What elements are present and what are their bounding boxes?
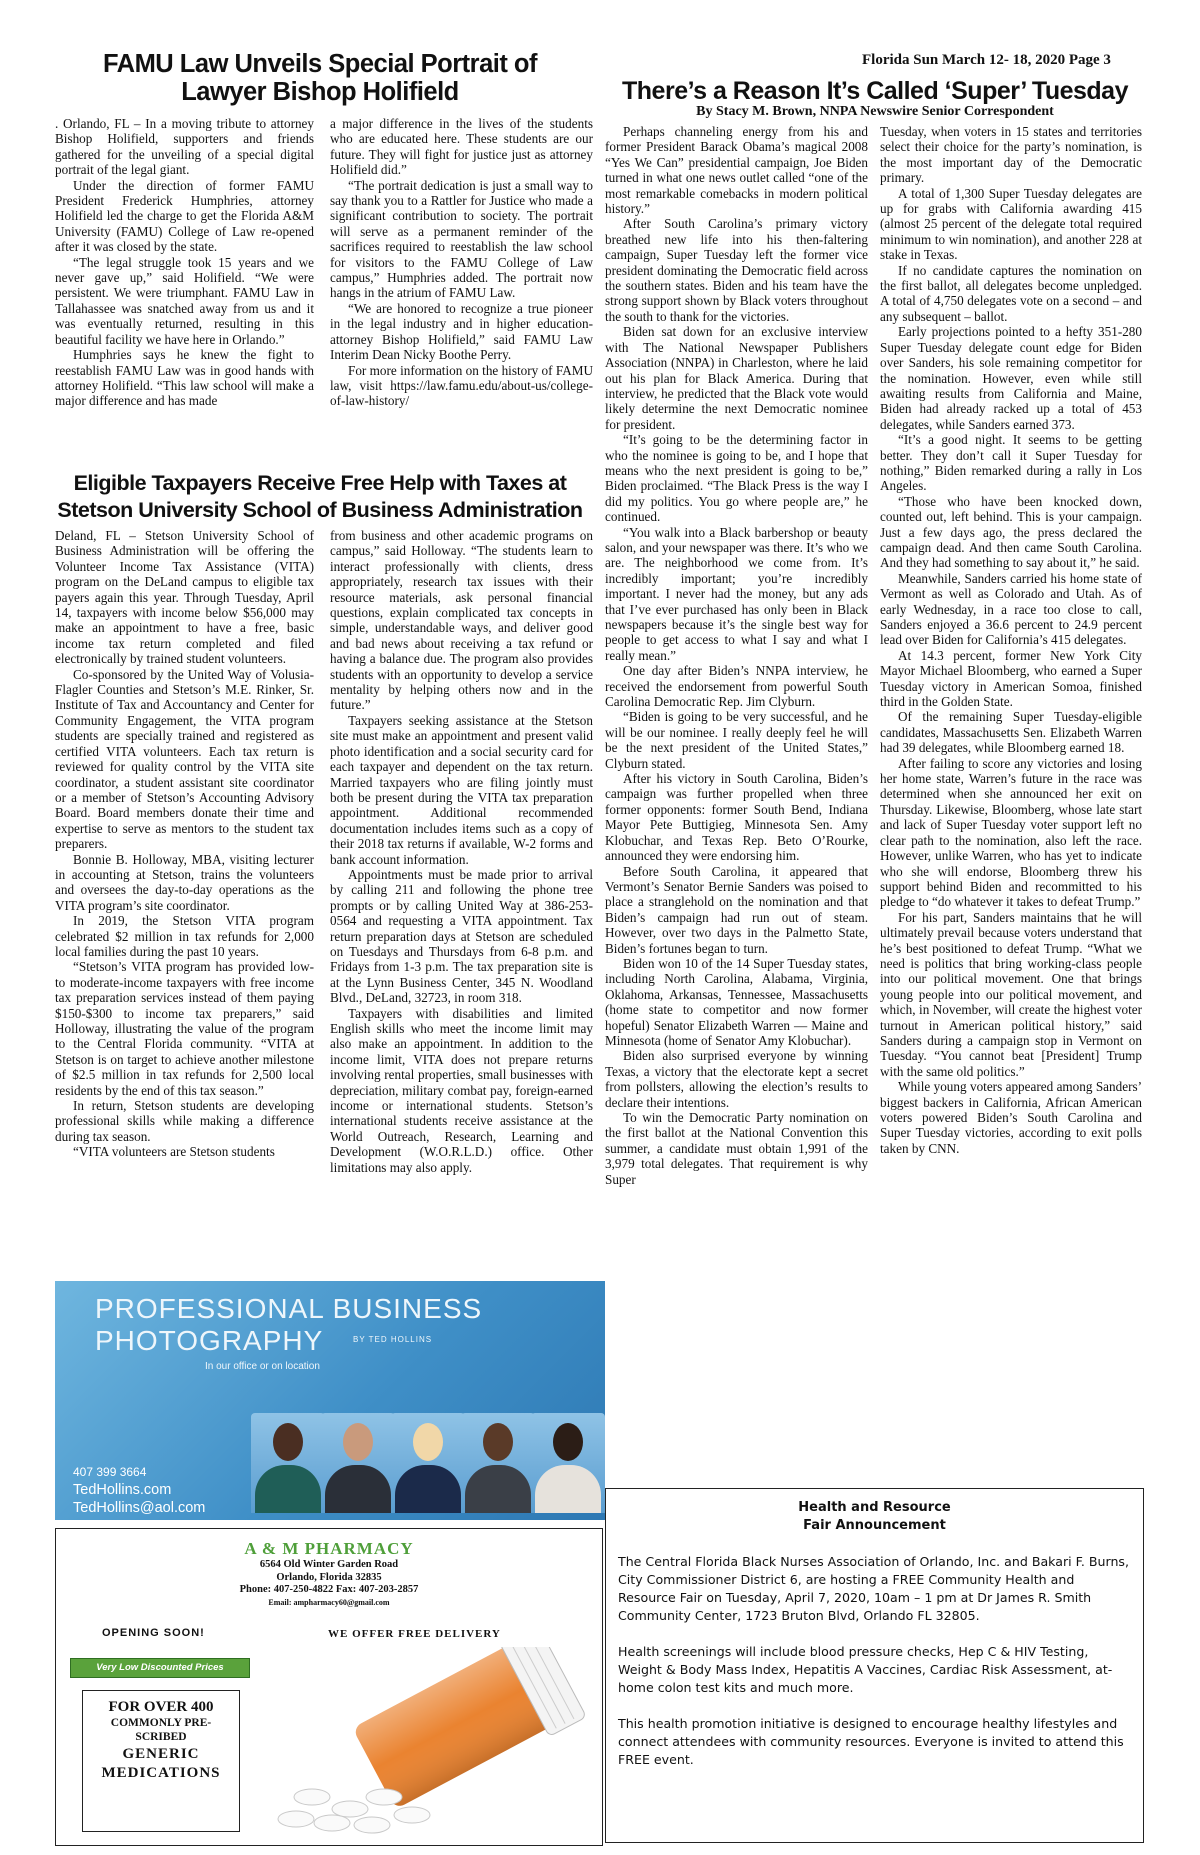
article-paragraph: After failing to score any victories and losing her home state, Warren’s future in the race was determined when she announced her exit on Thursday. Likewise, Bloomberg, whose late start and lack of Super Tuesday voter support left no clear path to the nomination, also left the race. However, unlike Warren, who has yet to indicate who she will endorse, Bloomberg threw his support behind Biden and recommitted to his pledge to “do whatever it takes to defeat Trump.” [880, 755, 1142, 910]
article-paragraph: After South Carolina’s primary victory breathed new life into his then-faltering campaign, Super Tuesday left the former vice president dominating the Democratic field across the southern states. Biden and his team have the strong support shown by Black voters throughout the south to thank for the victories. [605, 216, 868, 324]
article-paragraph: Bonnie B. Holloway, MBA, visiting lecturer in accounting at Stetson, trains the volunteers and oversees the day-to-day operations as the VITA program’s site coordinator. [55, 851, 314, 913]
article3-byline: By Stacy M. Brown, NNPA Newswire Senior Correspondent [696, 104, 1054, 119]
article2-headline [40, 470, 600, 524]
pharmacy-ad[interactable] [55, 1528, 603, 1846]
article-paragraph: “Biden is going to be very successful, and he will be our nominee. I really deeply feel he will be the next president of the United States,” Clyburn stated. [605, 709, 868, 771]
portrait-photo [531, 1413, 605, 1513]
pharmacy-generic-box [82, 1690, 240, 1832]
article2-headline-line2: Stetson University School of Business Administration [57, 498, 583, 522]
pharmacy-address-line1: 6564 Old Winter Garden Road [259, 1559, 399, 1570]
article-paragraph: “We are honored to recognize a true pioneer in the legal industry and in higher education-attorney Bishop Holifield,” said FAMU Law Interim Dean Nicky Boothe Perry. [330, 300, 593, 363]
pharmacy-phone-fax: Phone: 407-250-4822 Fax: 407-203-2857 [239, 1584, 419, 1595]
article-paragraph: “Stetson’s VITA program has provided low- to moderate-income taxpayers with free income tax preparation services instead of them paying $150-$300 to income tax preparers,” said Holloway, illustrating the value of the program to the Central Florida community. “VITA at Stetson is on target to achieve another milestone of $2.5 million in tax refunds for 2,500 local residents by the end of this tax season.” [55, 959, 314, 1098]
article-paragraph: Meanwhile, Sanders carried his home state of Vermont as well as Colorado and Utah. As of early Wednesday, in a race too close to call, Sanders enjoyed a 36.6 percent to 24.9 percent lead over Biden for California’s 415 delegates. [880, 570, 1142, 648]
article1-headline-line2: Lawyer Bishop Holifield [181, 78, 459, 106]
generic-line: FOR OVER 400 [108, 1699, 214, 1715]
pharmacy-email[interactable]: Email: ampharmacy60@gmail.com [268, 1597, 390, 1607]
health-fair-paragraph: This health promotion initiative is designed to encourage healthy lifestyles and connect attendees with community resources. Everyone is invited to attend this FREE event. [618, 1716, 1124, 1767]
page-dateline: Florida Sun March 12- 18, 2020 Page 3 [862, 52, 1111, 68]
article1-column-2 [330, 116, 593, 409]
article-paragraph: In return, Stetson students are developing professional skills while making a difference during tax season. [55, 1098, 314, 1144]
photography-ad-website[interactable]: TedHollins.com [73, 1482, 172, 1498]
article1-headline [40, 50, 600, 106]
article-paragraph: Of the remaining Super Tuesday-eligible candidates, Massachusetts Sen. Elizabeth Warren had 39 delegates, while Bloomberg earned 18. [880, 709, 1142, 756]
portrait-photo [461, 1413, 535, 1513]
article-paragraph: “The legal struggle took 15 years and we never gave up,” said Holifield. “We were persistent. We were triumphant. FAMU Law in Tallahassee was snatched away from us and it was eventually returned, resulting in this beautiful facility we have here in Orlando.” [55, 254, 314, 347]
article1-headline-line1: FAMU Law Unveils Special Portrait of [102, 50, 537, 78]
portrait-photo [391, 1413, 465, 1513]
article-paragraph: Taxpayers seeking assistance at the Stetson site must make an appointment and present valid photo identification and a social security card for each taxpayer and dependent on the tax return. Married taxpayers who are filing jointly must both be present during the VITA tax preparation appointment. Additional recommended documentation includes items such as a copy of their 2018 tax returns if available, W-2 forms and bank account information. [330, 712, 593, 867]
generic-line: MEDICATIONS [101, 1765, 221, 1781]
article-paragraph: Taxpayers with disabilities and limited English skills who meet the income limit may also make an appointment. In addition to the income limit, VITA does not prepare returns involving rental properties, small businesses with depreciation, military combat pay, foreign-earned income or international students. Stetson’s international students receive assistance at the World Outreach, Research, Learning and Development (W.O.R.L.D.) office. Other limitations may also apply. [330, 1005, 593, 1175]
photography-ad-location: In our office or on location [205, 1361, 320, 1372]
article-paragraph: “Those who have been knocked down, counted out, left behind. This is your campaign. Just a few days ago, the press declared the campaign dead. And then came South Carolina. And they had something to say about it,” he said. [880, 493, 1142, 571]
photography-ad-title [95, 1293, 482, 1357]
health-fair-paragraph: Health screenings will include blood pressure checks, Hep C & HIV Testing, Weight & Body Mass Index, Hepatitis A Vaccines, Cardiac Risk Assessment, at-home colon test kits and much more. [618, 1644, 1113, 1695]
article-paragraph: Deland, FL – Stetson University School of Business Administration will be offering the Volunteer Income Tax Assistance (VITA) program on the DeLand campus to eligible tax payers again this year. Through Tuesday, April 14, taxpayers with income below $56,000 may make an appointment to have a free, basic income tax return completed and filed electronically by trained student volunteers. [55, 528, 314, 667]
article-paragraph: “VITA volunteers are Stetson students [73, 1144, 275, 1160]
article-paragraph: “It’s a good night. It seems to be getting better. They don’t call it Super Tuesday for nothing,” Biden remarked during a rally in Los Angeles. [880, 432, 1142, 494]
generic-line: COMMONLY PRE- [110, 1717, 212, 1729]
article-paragraph: Tuesday, when voters in 15 states and territories select their choice for the party’s nomination, is the most important day of the Democratic primary. [880, 124, 1142, 186]
article-paragraph: Before South Carolina, it appeared that Vermont’s Senator Bernie Sanders was poised to place a stranglehold on the nomination and that Biden’s campaign had run out of steam. However, over two days in the Palmetto State, Biden’s fortunes began to turn. [605, 863, 868, 956]
photography-ad-byline: BY TED HOLLINS [353, 1335, 433, 1344]
article-paragraph: While young voters appeared among Sanders’ biggest backers in California, African American voters powered Biden’s South Carolina and Super Tuesday victories, according to exit polls taken by CNN. [880, 1079, 1142, 1156]
article-paragraph: In 2019, the Stetson VITA program celebrated $2 million in tax refunds for 2,000 local families during the past 10 years. [55, 913, 314, 959]
article2-column-2 [330, 528, 593, 1175]
article3-headline: There’s a Reason It’s Called ‘Super’ Tuesday [622, 77, 1128, 105]
health-fair-title [606, 1499, 1143, 1535]
pharmacy-address [56, 1559, 602, 1609]
article2-headline-line1: Eligible Taxpayers Receive Free Help with Taxes at [73, 471, 567, 495]
health-fair-paragraph: The Central Florida Black Nurses Association of Orlando, Inc. and Bakari F. Burns, City Commissioner District 6, are hosting a FREE Community Health and Resource Fair on Tuesday, April 7, 2020, 10am – 1 pm at Dr James R. Smith Community Center, 1723 Bruton Blvd, Orlando FL 32805. [618, 1554, 1129, 1623]
article-paragraph: One day after Biden’s NNPA interview, he received the endorsement from powerful South Carolina Democratic Rep. Jim Clyburn. [605, 663, 868, 710]
pharmacy-address-line2: Orlando, Florida 32835 [276, 1571, 382, 1583]
article-paragraph: After his victory in South Carolina, Biden’s campaign was further propelled when three former opponents: former South Bend, Indiana Mayor Pete Buttigieg, Minnesota Sen. Amy Klobuchar, and Texas Rep. Beto O’Rourke, announced they were endorsing him. [605, 771, 868, 864]
article-paragraph: Biden won 10 of the 14 Super Tuesday states, including North Carolina, Alabama, Virginia, Oklahoma, Arkansas, Tennessee, Massachusetts (home state to competitor and now former hopeful) Senator Elizabeth Warren — Maine and Minnesota (home of Senator Amy Klobuchar). [605, 955, 868, 1048]
health-fair-announcement [605, 1488, 1144, 1843]
pharmacy-name: A & M PHARMACY [244, 1539, 414, 1558]
article-paragraph: Under the direction of former FAMU President Frederick Humphries, attorney Holifield led the charge to get the Florida A&M University (FAMU) College of Law re-opened after it was closed by the state. [55, 177, 314, 255]
article-paragraph: Biden sat down for an exclusive interview with The National Newspaper Publishers Association (NNPA) in Charleston, where he laid out his plan for Black America. During that interview, he predicted that the Black vote would likely determine the next Democratic nominee for president. [605, 324, 868, 432]
pharmacy-opening-soon: OPENING SOON! [102, 1627, 205, 1639]
article-paragraph: Humphries says he knew the fight to reestablish FAMU Law was in good hands with attorney Holifield. “This law school will make a major difference and has made [55, 347, 314, 409]
article-paragraph: from business and other academic programs on campus,” said Holloway. “The students learn to interact professionally with clients, dress appropriately, research tax issues with their resource materials, ask personal financial questions, explain complicated tax concepts in simple, understandable ways, and deliver good and bad news about receiving a tax refund or having a balance due. The program also provides students with an opportunity to develop a service mentality by helping others now and in the future.” [330, 528, 593, 713]
article-paragraph: . Orlando, FL – In a moving tribute to attorney Bishop Holifield, supporters and friends gathered for the unveiling of a special digital portrait of the legal giant. [55, 116, 314, 178]
pill-bottle-icon [272, 1647, 592, 1837]
pharmacy-discount-banner: Very Low Discounted Prices [70, 1658, 250, 1678]
article-paragraph: Biden also surprised everyone by winning Texas, a victory that the electorate kept a secret from pollsters, allowing the election’s results to declare their intentions. [605, 1048, 868, 1110]
article-paragraph: Early projections pointed to a hefty 351-280 Super Tuesday delegate count edge for Biden over Sanders, his sole remaining competitor for the nomination. However, even while still awaiting results from California and Maine, Biden had already racked up a total of 453 delegates, while Sanders earned 373. [880, 324, 1142, 432]
article-paragraph: If no candidate captures the nomination on the first ballot, all delegates become unpledged. A total of 4,750 delegates vote on a second – and any subsequent – ballot. [880, 262, 1142, 324]
health-fair-body [618, 1553, 1133, 1787]
article2-column-1 [55, 528, 314, 1160]
article3-column-2 [880, 124, 1142, 1156]
article1-column-1 [55, 116, 314, 409]
portrait-photo [321, 1413, 395, 1513]
health-fair-title-line1: Health and Resource [798, 1500, 951, 1515]
article-paragraph: A total of 1,300 Super Tuesday delegates are up for grabs with California awarding 415 (almost 25 percent of the delegate total required minimum to win nomination), and another 228 at stake in Texas. [880, 185, 1142, 263]
photography-ad-title-line2: PHOTOGRAPHY [95, 1325, 324, 1356]
article-paragraph: Co-sponsored by the United Way of Volusia-Flagler Counties and Stetson’s M.E. Rinker, Sr. Institute of Tax and Accountancy and Center for Community Engagement, the VITA program students are specially trained and registered as certified VITA volunteers. Each tax return is reviewed for quality control by the VITA site coordinator, a student assistant site coordinator or a member of Stetson’s Accounting Advisory Board. Board members donate their time and expertise to serve as mentors to the student tax preparers. [55, 666, 314, 852]
article3-column-1 [605, 124, 868, 1187]
portrait-photo [251, 1413, 325, 1513]
generic-line: GENERIC [122, 1746, 200, 1762]
generic-line: SCRIBED [135, 1731, 187, 1743]
article-paragraph: Perhaps channeling energy from his and former President Barack Obama’s magical 2008 “Yes We Can” presidential campaign, Joe Biden turned in what one news outlet called “one of the most remarkable comebacks in modern political history.” [605, 124, 868, 217]
article-paragraph: To win the Democratic Party nomination on the first ballot at the National Convention this summer, a candidate must obtain 1,991 of the 3,979 total delegates. That requirement is why Super [605, 1110, 868, 1187]
article-paragraph: “You walk into a Black barbershop or beauty salon, and your newspaper was there. It’s who we are. The neighborhood we come from. It’s incredibly important; you’re incredibly important. I never had the money, but any ads that I’ve ever purchased has only been in Black newspapers because it’s the single best way for people to get access to what I say and what I really mean.” [605, 524, 868, 663]
pharmacy-free-delivery: WE OFFER FREE DELIVERY [328, 1628, 501, 1640]
photography-ad[interactable] [55, 1281, 605, 1520]
article-paragraph: For more information on the history of FAMU law, visit https://law.famu.edu/about-us/college-of-law-history/ [330, 362, 593, 409]
article-paragraph: At 14.3 percent, former New York City Mayor Michael Bloomberg, who earned a Super Tuesday victory in American Somoa, finished third in the Golden State. [880, 647, 1142, 710]
photography-ad-contact [73, 1463, 205, 1517]
article-paragraph: “The portrait dedication is just a small way to say thank you to a Rattler for Justice who made a significant contribution to society. The portrait will serve as a permanent reminder of the sacrifices required to reestablish the law school for visitors to the FAMU College of Law campus,” Humphries added. The portrait now hangs in the atrium of FAMU Law. [330, 177, 593, 301]
article-paragraph: For his part, Sanders maintains that he will ultimately prevail because voters understand that he’s best positioned to defeat Trump. “What we need is politics that bring working-class people into our political movement. One that brings young people into our political movement, and which, in November, will create the highest voter turnout in American political history,” said Sanders during a campaign stop in Vermont on Tuesday. “You cannot beat [President] Trump with the same old politics.” [880, 909, 1142, 1079]
article-paragraph: Appointments must be made prior to arrival by calling 211 and following the phone tree prompts or by calling United Way at 386-253-0564 and requesting a VITA appointment. Tax return preparation days at Stetson are scheduled on Tuesdays and Thursdays from 6-8 p.m. and Fridays from 1-3 p.m. The tax preparation site is at the Lynn Business Center, 345 N. Woodland Blvd., DeLand, 32723, in room 318. [330, 866, 593, 1006]
health-fair-title-line2: Fair Announcement [803, 1518, 946, 1533]
article-paragraph: “It’s going to be the determining factor in who the nominee is going to be, and I hope that means who the next president is going to be,” Biden proclaimed. “The Black Press is the way I did my politics. You go where people are,” he continued. [605, 432, 868, 525]
photography-ad-title-line1: PROFESSIONAL BUSINESS [95, 1293, 483, 1324]
photography-ad-phone: 407 399 3664 [73, 1465, 147, 1479]
article-paragraph: a major difference in the lives of the students who are educated here. These students are our future. They will fight for justice just as attorney Holifield did.” [330, 116, 593, 178]
photography-ad-email[interactable]: TedHollins@aol.com [73, 1500, 206, 1516]
